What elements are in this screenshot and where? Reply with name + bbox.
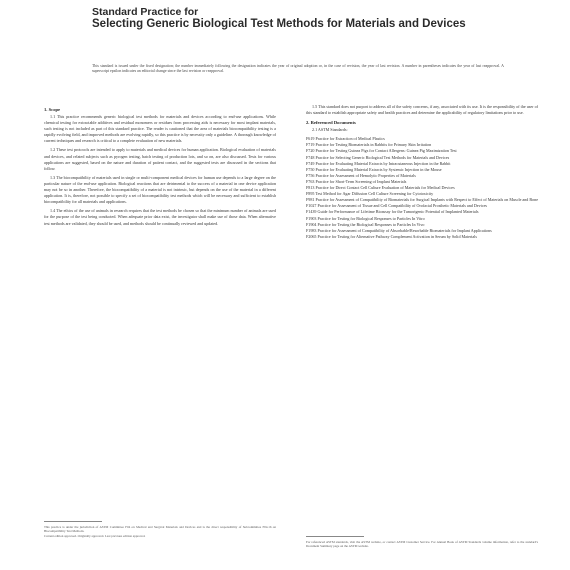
document-title: Selecting Generic Biological Test Methods for Materials and Devices: [92, 18, 466, 30]
title-prefix: Standard Practice for: [92, 6, 199, 18]
reference-item: F1904 Practice for Testing the Biological Responses to Particles In Vivo: [306, 221, 425, 227]
reference-item: F2065 Practice for Testing for Alternative Pathway Complement Activation in Serum by Solid Materials: [306, 233, 477, 239]
left-column: [44, 104, 276, 230]
reference-item: F748 Practice for Selecting Generic Biological Test Methods for Materials and Devices: [306, 154, 450, 160]
scope-heading: 1. Scope: [44, 107, 61, 112]
referenced-documents-heading: 2. Referenced Documents: [306, 120, 356, 126]
reference-item: F719 Practice for Testing Biomaterials in Rabbits for Primary Skin Irritation: [306, 142, 432, 148]
footnote: For referenced ASTM standards, visit the ASTM website, or contact ASTM Customer Service. For Annual Book of ASTM Standards volume information, refer to the standard's Document Summary page on the ASTM website.: [306, 540, 538, 549]
reference-item: F895 Test Method for Agar Diffusion Cell Culture Screening for Cytotoxicity: [306, 191, 434, 197]
footnotes-right: [306, 540, 538, 549]
reference-item: F813 Practice for Direct Contact Cell Culture Evaluation of Materials for Medical Devices: [306, 185, 455, 191]
right-column: [306, 104, 538, 240]
footnote: Current edition approved. Originally approved. Last previous edition approved.: [44, 533, 146, 538]
reference-item: F750 Practice for Evaluating Material Extracts by Systemic Injection in the Mouse: [306, 166, 442, 172]
reference-item: F1027 Practice for Assessment of Tissue and Cell Compatibility of Orofacial Prosthetic Materials and Devices: [306, 203, 488, 209]
reference-item: F1903 Practice for Testing for Biological Responses to Particles In Vitro: [306, 215, 425, 221]
footnote-rule-right: [306, 536, 364, 537]
scope-paragraph: 1.3 The biocompatibility of materials used in single or multi-component medical devices for human use depends to a large degree on the particular nature of the end-use application. Biological reactions that are detrimental to the success of a material in one device application may not be so in another. Therefore, the biocompatibility of a material is not intrinsic, but depends on the use of the material in a different application. It is, therefore, not possible to specify a set of biocompatibility test methods which will be necessary and sufficient to establish biocompatibility for all materials and applications.: [44, 174, 276, 205]
reference-item: F1983 Practice for Assessment of Compatibility of Absorbable/Resorbable Biomaterials for Implant Applications: [306, 227, 492, 233]
reference-item: F720 Practice for Testing Guinea Pigs for Contact Allergens: Guinea Pig Maximization Test: [306, 148, 457, 154]
reference-item: F763 Practice for Short-Term Screening of Implant Materials: [306, 178, 407, 184]
footnote-rule-left: [44, 521, 102, 522]
footnotes-left: [44, 525, 276, 538]
reference-item: F619 Practice for Extraction of Medical Plastics: [306, 136, 385, 142]
reference-item: F749 Practice for Evaluating Material Extracts by Intracutaneous Injection in the Rabbit: [306, 160, 451, 166]
astm-standards-subheading: 2.1 ASTM Standards:: [312, 127, 348, 133]
reference-item: F1439 Guide for Performance of Lifetime Bioassay for the Tumorigenic Potential of Implanted Materials: [306, 209, 479, 215]
designation-note: This standard is issued under the fixed designation; the number immediately following the designation indicates the year of original adoption or, in the case of revision, the year of last revision. A number in parentheses indicates the year of last reapproval. A superscript epsilon indicates an editorial change since the last revision or reapproval.: [92, 64, 504, 74]
reference-item: F981 Practice for Assessment of Compatibility of Biomaterials for Surgical Implants with Respect to Effect of Materials on Muscle and Bone: [306, 197, 539, 203]
scope-paragraph: 1.2 These test protocols are intended to apply to materials and medical devices for human application. Biological evaluation of materials and devices, and related subjects such as pyrogen testing, batch testing of production lots, and so on, are also discussed. Tests for various applications are suggested, based on the nature and duration of patient contact, and the suggested tests are discussed in the sections that follow.: [44, 147, 276, 171]
safety-paragraph: 1.5 This standard does not purport to address all of the safety concerns, if any, associated with its use. It is the responsibility of the user of this standard to establish appropriate safety and health practices and determine the applicability of regulatory limitations prior to use.: [306, 104, 538, 116]
title-block: [92, 6, 512, 31]
reference-item: F756 Practice for Assessment of Hemolytic Properties of Materials: [306, 172, 416, 178]
footnote: This practice is under the jurisdiction of ASTM Committee F04 on Medical and Surgical Materials and Devices and is the direct responsibility of Subcommittee F04.16 on Biocompatibility Test Methods.: [44, 525, 276, 534]
scope-paragraph: 1.4 The ethics of the use of animals in research requires that the test methods be chosen so that the minimum number of animals are used for the purpose of the test being conducted. When adequate prior data exist, the investigator shall make use of those data. When alternative test methods are validated, they should be used, and methods should be continually reviewed and updated.: [44, 208, 276, 226]
scope-paragraph: 1.1 This practice recommends generic biological test methods for materials and devices according to end-use applications. While chemical testing for extractable additives and residual monomers or residues from processing aids is necessary for most implant materials, such testing is not included as part of this standard practice. The reader is cautioned that the area of materials biocompatibility testing is a rapidly evolving field, and improved methods are evolving rapidly, so this practice is by necessity only a guideline. A thorough knowledge of current techniques and research is critical to a complete evaluation of new materials.: [44, 114, 276, 144]
